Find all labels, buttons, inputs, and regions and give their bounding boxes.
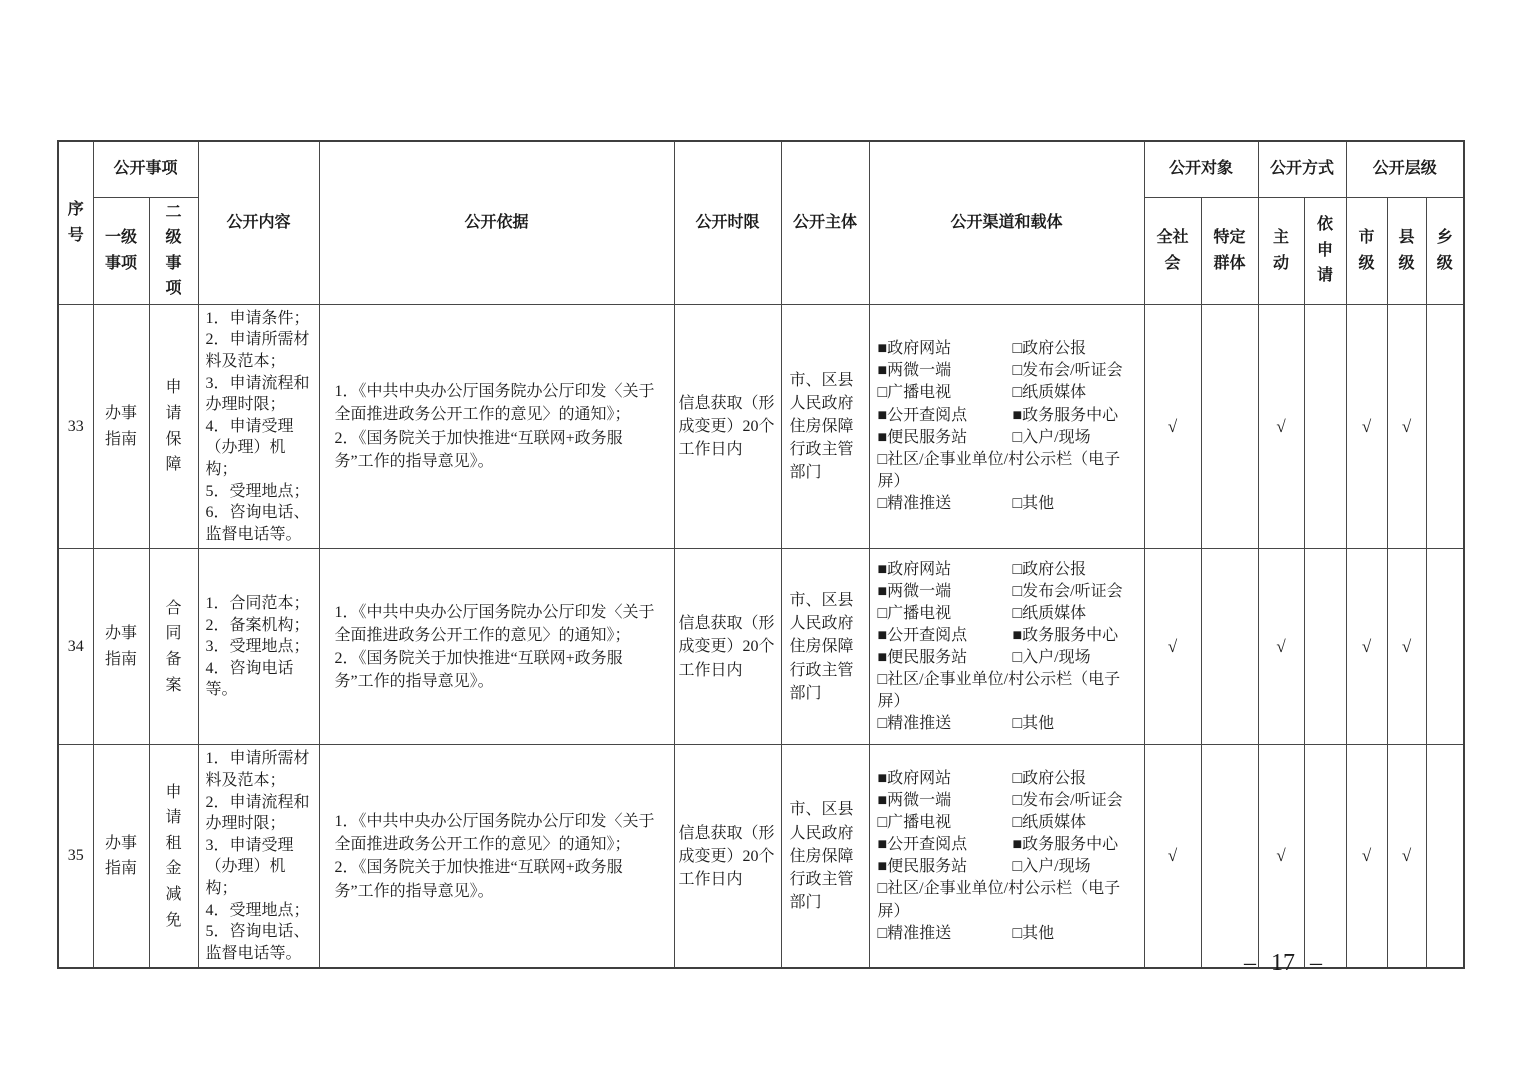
subject-cell: 市、区县人民政府住房保障行政主管部门 [781,549,869,745]
subject-cell: 市、区县人民政府住房保障行政主管部门 [781,745,869,968]
col-time-limit: 公开时限 [674,141,781,304]
check-cell-public: √ [1144,549,1201,745]
col-level-group: 公开层级 [1346,141,1464,197]
col-level-township: 乡级 [1426,197,1464,304]
channel-checkbox-item: ■政府网站 [877,560,952,578]
channel-checkbox-item: ■两微一端 [877,792,952,810]
col-audience-group: 公开对象 [1144,141,1258,197]
check-cell-on-request [1304,745,1346,968]
col-subject: 公开主体 [781,141,869,304]
col-level1: 一级事项 [93,197,149,304]
check-cell-proactive: √ [1258,745,1304,968]
content-cell: 1．合同范本； 2．备案机构； 3．受理地点； 4．咨询电话等。 [198,549,319,745]
channel-checkbox-item: ■政务服务中心 [1012,836,1119,854]
col-method-on-request: 依申请 [1304,197,1346,304]
channel-checkbox-item: ■公开查阅点 [877,406,968,424]
col-audience-specific: 特定群体 [1201,197,1258,304]
channels-cell [869,304,1144,549]
channel-checkbox-item: □纸质媒体 [1012,604,1087,622]
check-cell-township [1426,304,1464,549]
channels-cell [869,745,1144,968]
serial-number: 35 [58,745,93,968]
channel-checkbox-item: □其他 [1012,715,1055,733]
serial-number: 34 [58,549,93,745]
channel-checkbox-item: ■便民服务站 [877,648,968,666]
channel-checkbox-item: □发布会/听证会 [1012,582,1123,600]
col-level-county: 县级 [1387,197,1426,304]
channel-checkbox-item: □政府公报 [1012,770,1087,788]
content-cell: 1．申请所需材料及范本； 2．申请流程和办理时限； 3．申请受理（办理）机构； 4．受理地点； 5．咨询电话、监督电话等。 [198,745,319,968]
level1-item: 办事指南 [93,304,149,549]
channel-checkbox-item: □社区/企事业单位/村公示栏（电子屏） [877,450,1121,490]
channel-checkbox-item: ■政务服务中心 [1012,626,1119,644]
col-channels: 公开渠道和载体 [869,141,1144,304]
check-cell-specific [1201,745,1258,968]
time-limit-cell: 信息获取（形成变更）20个工作日内 [674,304,781,549]
channel-checkbox-item: □广播电视 [877,384,952,402]
disclosure-items-table [57,140,1465,969]
content-cell: 1．申请条件； 2．申请所需材料及范本； 3．申请流程和办理时限； 4．申请受理（办理）机构； 5．受理地点； 6．咨询电话、监督电话等。 [198,304,319,549]
col-method-group: 公开方式 [1258,141,1346,197]
check-cell-public: √ [1144,304,1201,549]
check-cell-specific [1201,304,1258,549]
time-limit-cell: 信息获取（形成变更）20个工作日内 [674,745,781,968]
level2-item: 合同备案 [149,549,198,745]
channel-checkbox-item: □政府公报 [1012,340,1087,358]
subject-cell: 市、区县人民政府住房保障行政主管部门 [781,304,869,549]
channel-checkbox-item: ■政务服务中心 [1012,406,1119,424]
channel-checkbox-item: □入户/现场 [1012,428,1091,446]
table-row [58,549,1464,745]
time-limit-cell: 信息获取（形成变更）20个工作日内 [674,549,781,745]
channel-checkbox-item: □纸质媒体 [1012,814,1087,832]
col-level-city: 市级 [1346,197,1387,304]
col-method-proactive: 主动 [1258,197,1304,304]
channel-checkbox-item: □其他 [1012,924,1055,942]
channel-checkbox-item: ■政府网站 [877,340,952,358]
channel-checkbox-item: ■两微一端 [877,362,952,380]
check-cell-on-request [1304,304,1346,549]
channel-checkbox-item: ■政府网站 [877,770,952,788]
channel-checkbox-item: □精准推送 [877,715,952,733]
check-cell-city: √ [1346,304,1387,549]
col-level2: 二级事项 [149,197,198,304]
channel-checkbox-item: ■便民服务站 [877,428,968,446]
check-cell-public: √ [1144,745,1201,968]
check-cell-county: √ [1387,745,1426,968]
check-cell-on-request [1304,549,1346,745]
check-cell-county: √ [1387,549,1426,745]
channel-checkbox-item: □广播电视 [877,814,952,832]
table-row [58,304,1464,549]
check-cell-township [1426,745,1464,968]
channel-checkbox-item: □入户/现场 [1012,648,1091,666]
channel-checkbox-item: □精准推送 [877,924,952,942]
basis-cell: 1．《中共中央办公厅国务院办公厅印发〈关于全面推进政务公开工作的意见〉的通知》； 2．《国务院关于加快推进“互联网+政务服务”工作的指导意见》。 [319,304,674,549]
check-cell-proactive: √ [1258,549,1304,745]
level2-item: 申请保障 [149,304,198,549]
basis-cell: 1．《中共中央办公厅国务院办公厅印发〈关于全面推进政务公开工作的意见〉的通知》； 2．《国务院关于加快推进“互联网+政务服务”工作的指导意见》。 [319,745,674,968]
channel-checkbox-item: □政府公报 [1012,560,1087,578]
check-cell-county: √ [1387,304,1426,549]
channel-checkbox-item: ■两微一端 [877,582,952,600]
col-audience-public: 全社会 [1144,197,1201,304]
col-basis: 公开依据 [319,141,674,304]
col-serial: 序号 [58,141,93,304]
level2-item: 申请租金减免 [149,745,198,968]
channel-checkbox-item: □社区/企事业单位/村公示栏（电子屏） [877,670,1121,711]
check-cell-township [1426,549,1464,745]
channel-checkbox-item: □社区/企事业单位/村公示栏（电子屏） [877,880,1121,920]
channel-checkbox-item: □其他 [1012,494,1055,512]
channels-cell [869,549,1144,745]
channel-checkbox-item: ■公开查阅点 [877,836,968,854]
channel-checkbox-item: ■公开查阅点 [877,626,968,644]
channel-checkbox-item: □纸质媒体 [1012,384,1087,402]
page-number: – 17 – [1244,950,1322,976]
level1-item: 办事指南 [93,549,149,745]
table-row [58,745,1464,968]
check-cell-city: √ [1346,745,1387,968]
col-item-group: 公开事项 [93,141,198,197]
channel-checkbox-item: □精准推送 [877,494,952,512]
col-content: 公开内容 [198,141,319,304]
level1-item: 办事指南 [93,745,149,968]
check-cell-specific [1201,549,1258,745]
channel-checkbox-item: □入户/现场 [1012,858,1091,876]
basis-cell: 1．《中共中央办公厅国务院办公厅印发〈关于全面推进政务公开工作的意见〉的通知》； 2．《国务院关于加快推进“互联网+政务服务”工作的指导意见》。 [319,549,674,745]
check-cell-proactive: √ [1258,304,1304,549]
channel-checkbox-item: □发布会/听证会 [1012,362,1123,380]
channel-checkbox-item: ■便民服务站 [877,858,968,876]
channel-checkbox-item: □发布会/听证会 [1012,792,1123,810]
channel-checkbox-item: □广播电视 [877,604,952,622]
check-cell-city: √ [1346,549,1387,745]
serial-number: 33 [58,304,93,549]
